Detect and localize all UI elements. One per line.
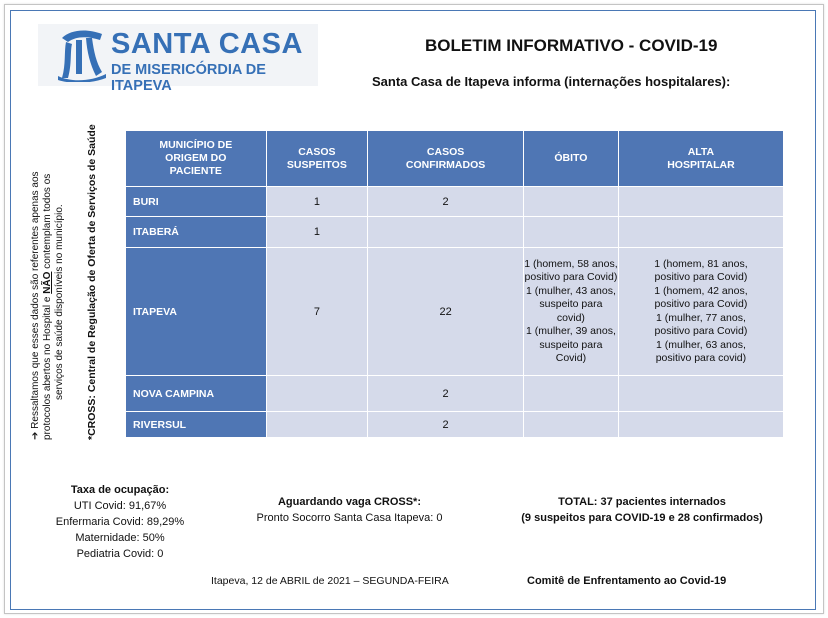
occupancy-title: Taxa de ocupação: (70, 484, 170, 496)
column-header: CASOS CONFIRMADOS (368, 131, 524, 187)
obito-cell (524, 412, 619, 438)
suspeitos-cell (266, 376, 368, 412)
column-header: ALTA HOSPITALAR (618, 131, 783, 187)
confirmados-cell: 2 (368, 376, 524, 412)
disclaimer-note: ➔ Ressaltamos que esses dados são referentes apenas aos protocolos abertos no Hospital e NÃO contemplam todos os serviços de saúde disponíveis no município. (30, 171, 65, 440)
obito-cell: 1 (homem, 58 anos, positivo para Covid) 1 (mulher, 43 anos, suspeito para covid) 1 (mulher, 39 anos, suspeito para Covid) (524, 248, 619, 376)
waiting-title: Aguardando vaga CROSS*: (277, 496, 422, 508)
table-row (126, 376, 784, 412)
table-row (126, 217, 784, 248)
waiting-line: Pronto Socorro Santa Casa Itapeva: 0 (256, 512, 443, 524)
total-patients (492, 494, 792, 526)
alta-cell (618, 376, 783, 412)
obito-cell (524, 217, 619, 248)
occupancy-rates (40, 482, 200, 562)
column-header: CASOS SUSPEITOS (266, 131, 368, 187)
suspeitos-cell: 1 (266, 217, 368, 248)
confirmados-cell: 22 (368, 248, 524, 376)
confirmados-cell: 2 (368, 187, 524, 217)
confirmados-cell (368, 217, 524, 248)
alta-cell: 1 (homem, 81 anos, positivo para Covid) 1 (homem, 42 anos, positivo para Covid) 1 (mulher, 77 anos, positivo para Covid) 1 (mulher, 63 anos, positivo para covid) (618, 248, 783, 376)
page-title: BOLETIM INFORMATIVO - COVID-19 (425, 36, 718, 55)
suspeitos-cell: 1 (266, 187, 368, 217)
column-header: MUNICÍPIO DE ORIGEM DO PACIENTE (126, 131, 267, 187)
alta-cell (618, 217, 783, 248)
logo-subtitle: DE MISERICÓRDIA DE ITAPEVA (111, 62, 266, 94)
santa-casa-logo-icon (56, 28, 108, 82)
occupancy-line: Maternidade: 50% (75, 532, 165, 544)
municipio-cell: ITABERÁ (126, 217, 267, 248)
alta-cell (618, 187, 783, 217)
arrow-icon: ➔ (30, 431, 41, 440)
municipio-cell: ITAPEVA (126, 248, 267, 376)
total-breakdown: (9 suspeitos para COVID-19 e 28 confirmados) (521, 512, 763, 524)
page-subtitle: Santa Casa de Itapeva informa (internações hospitalares): (372, 74, 731, 89)
waiting-cross (232, 494, 467, 526)
municipio-cell: RIVERSUL (126, 412, 267, 438)
emphasis-nao: NÃO (42, 271, 53, 294)
committee-name: Comitê de Enfrentamento ao Covid-19 (527, 575, 727, 587)
occupancy-line: Enfermaria Covid: 89,29% (55, 516, 185, 528)
hospital-logo (38, 24, 318, 94)
total-line: TOTAL: 37 pacientes internados (558, 496, 726, 508)
table-row (126, 187, 784, 217)
cross-note: *CROSS: Central de Regulação de Oferta de Serviços de Saúde (86, 124, 98, 440)
occupancy-line: UTI Covid: 91,67% (73, 500, 167, 512)
bulletin-date: Itapeva, 12 de ABRIL de 2021 – SEGUNDA-FEIRA (211, 575, 449, 587)
suspeitos-cell: 7 (266, 248, 368, 376)
suspeitos-cell (266, 412, 368, 438)
cases-table (125, 130, 784, 438)
alta-cell (618, 412, 783, 438)
table-row (126, 412, 784, 438)
obito-cell (524, 187, 619, 217)
municipio-cell: BURI (126, 187, 267, 217)
municipio-cell: NOVA CAMPINA (126, 376, 267, 412)
table-header-row (126, 131, 784, 187)
column-header: ÓBITO (524, 131, 619, 187)
confirmados-cell: 2 (368, 412, 524, 438)
occupancy-line: Pediatria Covid: 0 (76, 548, 164, 560)
logo-name: SANTA CASA (111, 28, 303, 60)
obito-cell (524, 376, 619, 412)
table-row (126, 248, 784, 376)
